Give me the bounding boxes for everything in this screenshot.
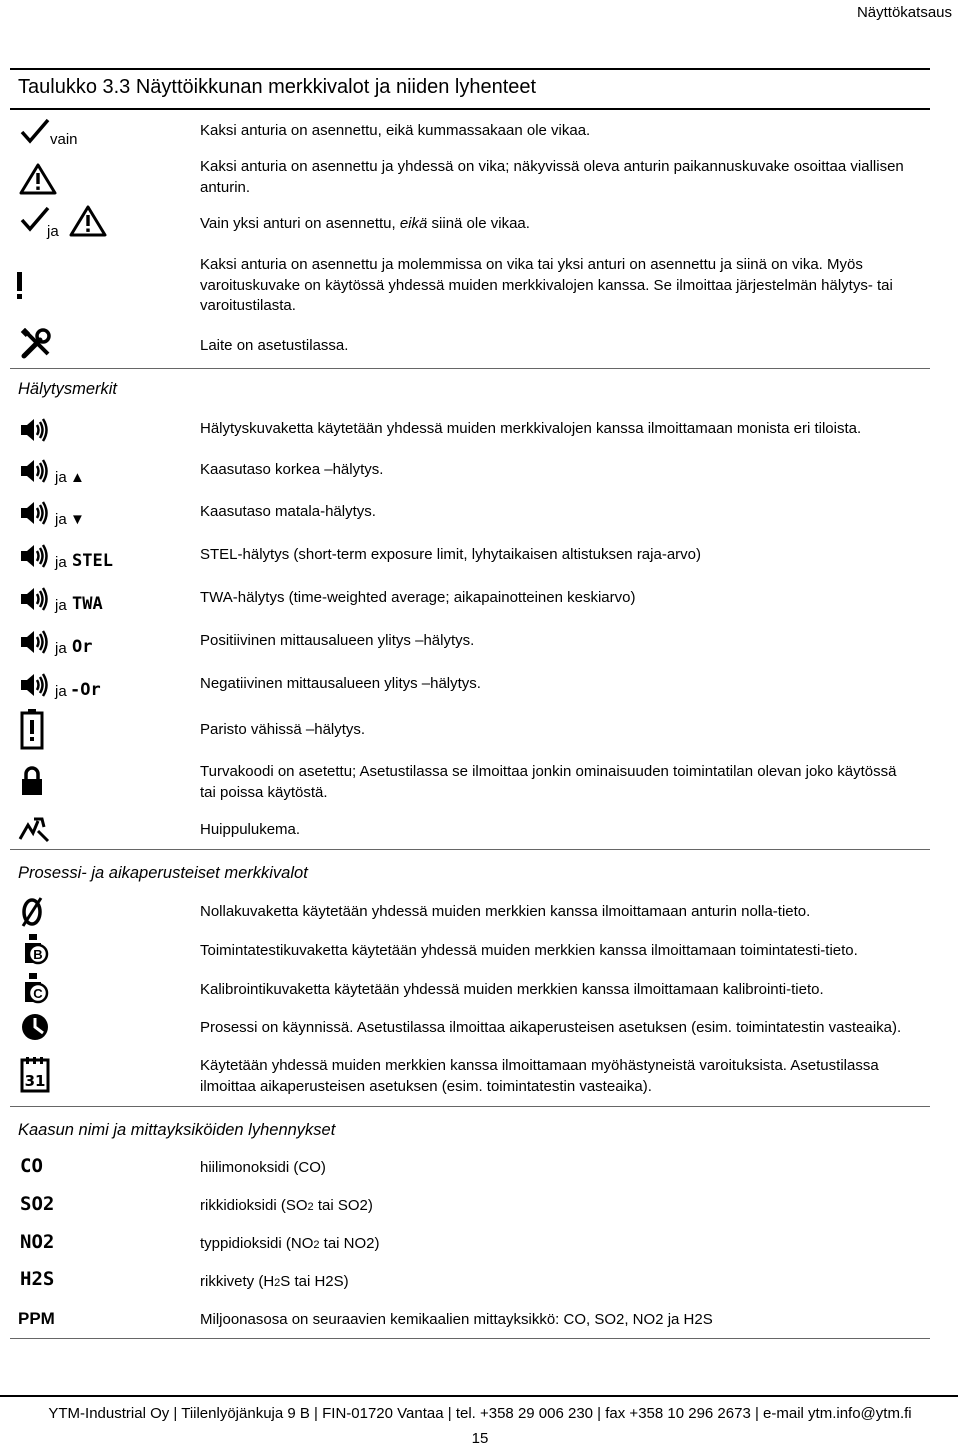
section-rule	[10, 368, 930, 369]
alarm-desc-9: Turvakoodi on asetettu; Asetustilassa se ilmoittaa jonkin ominaisuuden toimintatilan olevan joko käytössä tai poissa käytöstä.	[200, 763, 897, 801]
section-gas-title: Kaasun nimi ja mittayksiköiden lyhennykset	[18, 1121, 336, 1139]
ja-label: ja	[55, 640, 67, 657]
clock-icon	[20, 1012, 52, 1042]
gas-desc-co: hiilimonoksidi (CO)	[200, 1159, 326, 1176]
zero-icon	[20, 897, 44, 927]
status-desc-2: Kaksi anturia on asennettu ja yhdessä on vika; näkyvissä oleva anturin paikannuskuvake osoittaa viallisen anturin.	[200, 158, 904, 196]
page-number: 15	[471, 1430, 489, 1447]
alarm-type-symbol: Or	[72, 637, 93, 657]
alarm-icon	[20, 586, 50, 612]
arrow-down-icon: ▼	[70, 511, 85, 528]
gas-desc-so2: rikkidioksidi (SO2 tai SO2)	[200, 1197, 373, 1214]
peak-icon	[18, 815, 50, 843]
alarm-icon	[20, 543, 50, 569]
section-rule	[10, 1106, 930, 1107]
process-desc-2: Toimintatestikuvaketta käytetään yhdessä muiden merkkien kanssa ilmoittamaan toimintatesti-tieto.	[200, 942, 858, 959]
running-header: Näyttökatsaus	[856, 4, 952, 21]
alarm-icon	[20, 672, 50, 698]
ppm-symbol: PPM	[18, 1309, 55, 1328]
gas-desc-no2: typpidioksidi (NO2 tai NO2)	[200, 1235, 380, 1252]
gas-desc-h2s: rikkivety (H2S tai H2S)	[200, 1273, 349, 1290]
ja-label: ja	[55, 554, 67, 571]
ja-label: ja	[55, 469, 67, 486]
ja-label: ja	[55, 597, 67, 614]
alarm-desc-5: TWA-hälytys (time-weighted average; aikapainotteinen keskiarvo)	[200, 589, 636, 606]
alarm-desc-3: Kaasutaso matala-hälytys.	[200, 503, 376, 520]
status-desc-3: Vain yksi anturi on asennettu, eikä siinä ole vikaa.	[200, 215, 530, 232]
gas-desc-ppm: Miljoonasosa on seuraavien kemikaalien mittayksikkö: CO, SO2, NO2 ja H2S	[200, 1311, 713, 1328]
alarm-desc-10: Huippulukema.	[200, 821, 301, 838]
battery-low-icon	[20, 708, 44, 750]
ja-label: ja	[47, 223, 59, 240]
alarm-type-symbol: -Or	[70, 680, 101, 700]
bump-test-icon	[22, 933, 50, 965]
checkmark-icon	[20, 118, 50, 144]
calendar-icon	[20, 1057, 50, 1093]
gas-symbol-so2: SO2	[20, 1193, 55, 1215]
alarm-desc-7: Negatiivinen mittausalueen ylitys –hälytys.	[200, 675, 481, 692]
calibration-icon	[22, 972, 50, 1004]
checkmark-icon	[20, 206, 50, 232]
process-desc-5: Käytetään yhdessä muiden merkkien kanssa ilmoittamaan myöhästyneistä varoituksista. Asetustilassa ilmoittaa aikaperusteisen asetuksen (esim. toimintatestin vasteaika).	[200, 1057, 879, 1095]
gas-symbol-co: CO	[20, 1155, 43, 1177]
status-desc-4: Kaksi anturia on asennettu ja molemmissa on vika tai yksi anturi on asennettu ja siinä on vika. Myös varoituskuvake on käytössä yhdessä muiden merkkivalojen kanssa. Se ilmoittaa järjestelmän hälytys- tai varoitustilasta.	[200, 256, 893, 314]
alarm-icon	[20, 458, 50, 484]
title-rule-top	[10, 68, 930, 70]
alarm-type-symbol: TWA	[72, 594, 103, 614]
title-rule-bottom	[10, 108, 930, 110]
footer-contact: YTM-Industrial Oy | Tiilenlyöjänkuja 9 B | FIN-01720 Vantaa | tel. +358 29 006 230 | fax +358 10 296 2673 | e-mail ytm.info@ytm.fi	[48, 1405, 912, 1422]
footer-rule	[0, 1395, 958, 1397]
alarm-icon	[20, 417, 50, 443]
alarm-desc-6: Positiivinen mittausalueen ylitys –hälytys.	[200, 632, 475, 649]
process-desc-1: Nollakuvaketta käytetään yhdessä muiden merkkien kanssa ilmoittamaan anturin nolla-tieto.	[200, 903, 811, 920]
tools-icon	[20, 328, 52, 360]
section-rule	[10, 1338, 930, 1339]
process-desc-4: Prosessi on käynnissä. Asetustilassa ilmoittaa aikaperusteisen asetuksen (esim. toimintatestin vasteaika).	[200, 1019, 902, 1036]
exclamation-icon	[16, 272, 24, 300]
svg-text:B: B	[33, 947, 43, 962]
status-desc-1: Kaksi anturia on asennettu, eikä kummassakaan ole vikaa.	[200, 122, 591, 139]
arrow-up-icon: ▲	[70, 469, 85, 486]
alarm-desc-8: Paristo vähissä –hälytys.	[200, 721, 366, 738]
gas-symbol-h2s: H2S	[20, 1268, 55, 1290]
ja-label: ja	[55, 683, 67, 700]
gas-symbol-no2: NO2	[20, 1231, 55, 1253]
alarm-desc-4: STEL-hälytys (short-term exposure limit, lyhytaikaisen altistuksen raja-arvo)	[200, 546, 701, 563]
status-desc-5: Laite on asetustilassa.	[200, 337, 349, 354]
svg-text:C: C	[33, 986, 43, 1001]
lock-icon	[20, 766, 44, 796]
svg-text:31: 31	[24, 1072, 46, 1090]
section-process-title: Prosessi- ja aikaperusteiset merkkivalot	[18, 864, 308, 882]
alarm-desc-1: Hälytyskuvaketta käytetään yhdessä muiden merkkivalojen kanssa ilmoittamaan monista eri tiloista.	[200, 420, 862, 437]
alarm-type-symbol: STEL	[72, 551, 113, 571]
warning-triangle-icon	[68, 204, 108, 238]
vain-label: vain	[50, 131, 78, 148]
section-alarm-title: Hälytysmerkit	[18, 380, 118, 398]
alarm-icon	[20, 629, 50, 655]
warning-triangle-icon	[18, 162, 58, 196]
section-rule	[10, 849, 930, 850]
alarm-icon	[20, 500, 50, 526]
table-title: Taulukko 3.3 Näyttöikkunan merkkivalot ja niiden lyhenteet	[18, 76, 537, 98]
process-desc-3: Kalibrointikuvaketta käytetään yhdessä muiden merkkien kanssa ilmoittamaan kalibrointi-tieto.	[200, 981, 824, 998]
ja-label: ja	[55, 511, 67, 528]
alarm-desc-2: Kaasutaso korkea –hälytys.	[200, 461, 384, 478]
